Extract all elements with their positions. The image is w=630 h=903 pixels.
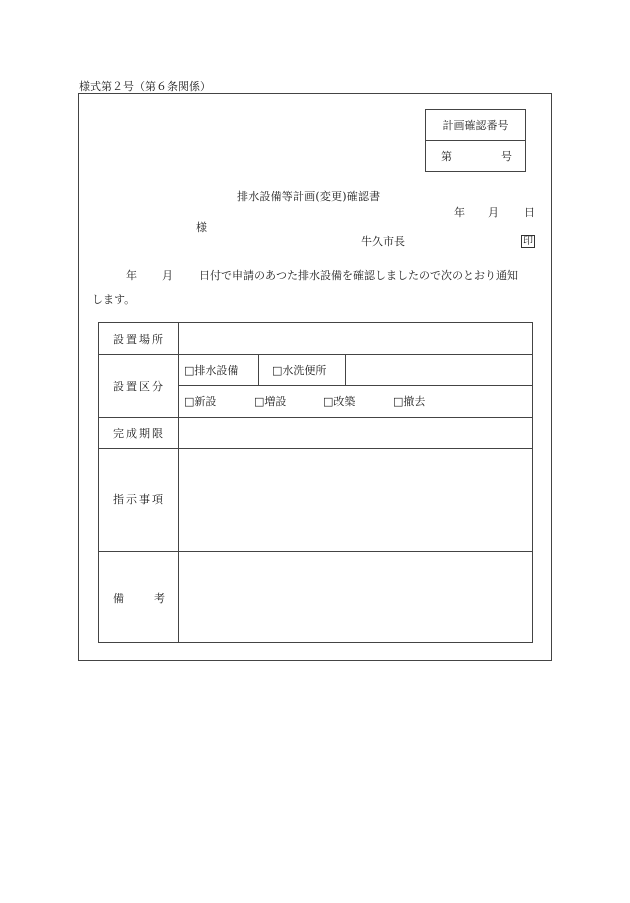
checkbox-rebuild[interactable]: □改築 — [323, 395, 356, 408]
number-box-header: 計画確認番号 — [426, 110, 525, 141]
body-text: 日付で申請のあつた排水設備を確認しましたので次のとおり通知 — [199, 269, 518, 282]
category-label: 設置区分 — [113, 380, 165, 393]
form-number-label: 様式第２号（第６条関係） — [79, 80, 211, 93]
row-divider — [99, 354, 532, 355]
row-divider — [99, 551, 532, 552]
checkbox-removal[interactable]: □撤去 — [393, 395, 426, 408]
cell-divider — [345, 354, 346, 385]
location-label: 設置場所 — [113, 333, 165, 346]
remarks-label-second: 考 — [154, 592, 165, 605]
number-box-value-row — [426, 141, 525, 171]
checkbox-drainage-facility[interactable]: □排水設備 — [184, 364, 239, 377]
row-divider — [99, 417, 532, 418]
date-month: 月 — [488, 206, 499, 219]
issuer-name: 牛久市長 — [361, 235, 405, 248]
label-column-divider — [178, 323, 179, 642]
date-day: 日 — [524, 206, 535, 219]
cell-divider — [258, 354, 259, 385]
seal-box: 印 — [523, 236, 533, 247]
row-divider — [178, 385, 532, 386]
checkbox-addition[interactable]: □増設 — [254, 395, 287, 408]
completion-deadline-label: 完成期限 — [113, 427, 165, 440]
plan-confirmation-number-box — [425, 109, 526, 172]
addressee-suffix: 様 — [196, 221, 207, 234]
checkbox-flush-toilet[interactable]: □水洗便所 — [272, 364, 327, 377]
body-year: 年 — [126, 269, 137, 282]
body-month: 月 — [162, 269, 173, 282]
date-year: 年 — [454, 206, 465, 219]
remarks-label-first: 備 — [113, 592, 124, 605]
number-suffix: 号 — [501, 150, 512, 163]
checkbox-new[interactable]: □新設 — [184, 395, 217, 408]
instructions-label: 指示事項 — [113, 493, 165, 506]
row-divider — [99, 448, 532, 449]
document-title: 排水設備等計画(変更)確認書 — [237, 190, 381, 203]
body-text-continued: します。 — [92, 293, 136, 306]
details-table — [98, 322, 533, 643]
number-prefix: 第 — [441, 150, 452, 163]
